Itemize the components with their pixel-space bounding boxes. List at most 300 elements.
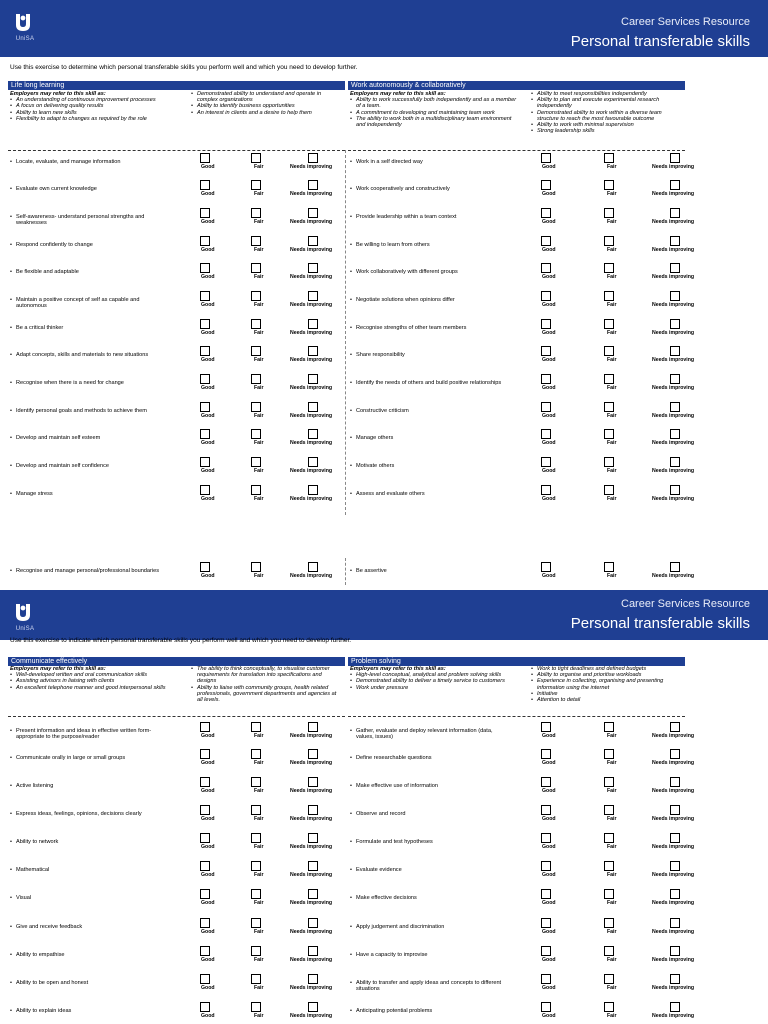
fair-checkbox[interactable] (251, 946, 261, 956)
column-separator (345, 150, 346, 515)
rating-label: Needs improving (290, 496, 333, 502)
needs-improving-checkbox[interactable] (308, 402, 318, 412)
skill-label: • Locate, evaluate, and manage information (10, 159, 170, 165)
fair-checkbox[interactable] (604, 319, 614, 329)
good-checkbox[interactable] (200, 346, 210, 356)
good-checkbox[interactable] (541, 153, 551, 163)
needs-improving-checkbox[interactable] (670, 153, 680, 163)
needs-improving-checkbox[interactable] (308, 777, 318, 787)
employer-term: • An excellent telephone manner and good interpersonal skills (10, 685, 180, 691)
rating-label: Needs improving (290, 844, 333, 850)
needs-improving-checkbox[interactable] (670, 861, 680, 871)
fair-checkbox[interactable] (251, 208, 261, 218)
page-title: Personal transferable skills (570, 33, 750, 50)
rating-label: Fair (254, 496, 264, 502)
good-checkbox[interactable] (200, 974, 210, 984)
skill-label: • Gather, evaluate and deploy relevant information (data, values, issues) (350, 728, 510, 741)
rating-label: Good (201, 900, 215, 906)
good-checkbox[interactable] (541, 833, 551, 843)
fair-checkbox[interactable] (251, 805, 261, 815)
rating-label: Good (542, 164, 556, 170)
fair-checkbox[interactable] (604, 918, 614, 928)
fair-checkbox[interactable] (604, 374, 614, 384)
fair-checkbox[interactable] (251, 861, 261, 871)
good-checkbox[interactable] (200, 374, 210, 384)
good-checkbox[interactable] (541, 918, 551, 928)
skill-label: • Recognise when there is a need for change (10, 380, 170, 386)
needs-improving-checkbox[interactable] (308, 263, 318, 273)
rating-label: Needs improving (290, 330, 333, 336)
rating-label: Fair (254, 330, 264, 336)
good-checkbox[interactable] (541, 861, 551, 871)
unisa-logo-icon (10, 599, 40, 639)
employer-terms-column (350, 91, 520, 128)
fair-checkbox[interactable] (604, 153, 614, 163)
fair-checkbox[interactable] (251, 429, 261, 439)
fair-checkbox[interactable] (604, 974, 614, 984)
rating-label: Good (201, 788, 215, 794)
skill-label: • Recognise strengths of other team members (350, 325, 510, 331)
employer-term: • Initiative (531, 691, 681, 697)
needs-improving-checkbox[interactable] (308, 291, 318, 301)
rating-label: Fair (607, 816, 617, 822)
skill-label: • Present information and ideas in effective written form- appropriate to the purpose/reader (10, 728, 170, 741)
rating-label: Needs improving (290, 733, 333, 739)
rating-label: Needs improving (652, 357, 695, 363)
rating-label: Needs improving (652, 788, 695, 794)
fair-checkbox[interactable] (604, 208, 614, 218)
needs-improving-checkbox[interactable] (670, 180, 680, 190)
rating-label: Good (201, 573, 215, 579)
employer-terms-column (531, 91, 681, 134)
rating-label: Fair (607, 1013, 617, 1019)
skill-label: • Apply judgement and discrimination (350, 924, 510, 930)
good-checkbox[interactable] (541, 749, 551, 759)
needs-improving-checkbox[interactable] (308, 180, 318, 190)
needs-improving-checkbox[interactable] (670, 1002, 680, 1012)
rating-label: Fair (254, 440, 264, 446)
good-checkbox[interactable] (541, 236, 551, 246)
good-checkbox[interactable] (541, 319, 551, 329)
rating-label: Good (542, 760, 556, 766)
good-checkbox[interactable] (541, 485, 551, 495)
rating-label: Fair (254, 274, 264, 280)
divider (8, 150, 345, 151)
fair-checkbox[interactable] (604, 1002, 614, 1012)
resource-label: Career Services Resource (621, 598, 750, 610)
needs-improving-checkbox[interactable] (670, 457, 680, 467)
needs-improving-checkbox[interactable] (308, 946, 318, 956)
fair-checkbox[interactable] (604, 749, 614, 759)
skill-label: • Evaluate evidence (350, 867, 510, 873)
skill-label: • Work in a self directed way (350, 159, 510, 165)
good-checkbox[interactable] (200, 236, 210, 246)
rating-label: Needs improving (652, 816, 695, 822)
needs-improving-checkbox[interactable] (670, 485, 680, 495)
good-checkbox[interactable] (200, 889, 210, 899)
fair-checkbox[interactable] (251, 889, 261, 899)
rating-label: Good (542, 330, 556, 336)
good-checkbox[interactable] (541, 974, 551, 984)
fair-checkbox[interactable] (604, 291, 614, 301)
needs-improving-checkbox[interactable] (670, 722, 680, 732)
needs-improving-checkbox[interactable] (308, 346, 318, 356)
rating-label: Good (201, 274, 215, 280)
section-title: Life long learning (8, 81, 345, 90)
needs-improving-checkbox[interactable] (670, 974, 680, 984)
skill-label: • Express ideas, feelings, opinions, decisions clearly (10, 811, 170, 817)
good-checkbox[interactable] (200, 777, 210, 787)
employer-term: • Ability to plan and execute experimental research independently (531, 97, 681, 109)
fair-checkbox[interactable] (604, 805, 614, 815)
fair-checkbox[interactable] (604, 263, 614, 273)
good-checkbox[interactable] (541, 208, 551, 218)
good-checkbox[interactable] (541, 180, 551, 190)
rating-label: Needs improving (290, 385, 333, 391)
section-title: Communicate effectively (8, 657, 345, 666)
rating-label: Needs improving (290, 957, 333, 963)
needs-improving-checkbox[interactable] (670, 319, 680, 329)
rating-label: Good (201, 816, 215, 822)
rating-label: Fair (607, 985, 617, 991)
rating-label: Good (542, 440, 556, 446)
good-checkbox[interactable] (200, 180, 210, 190)
rating-label: Good (542, 496, 556, 502)
rating-label: Needs improving (652, 274, 695, 280)
rating-label: Needs improving (652, 573, 695, 579)
employer-term: • An interest in clients and a desire to help them (191, 110, 341, 116)
employer-term: • Attention to detail (531, 697, 681, 703)
fair-checkbox[interactable] (604, 722, 614, 732)
skill-label: • Be flexible and adaptable (10, 269, 170, 275)
employer-term: • Assisting advisors in liaising with clients (10, 678, 180, 684)
skill-label: • Work collaboratively with different groups (350, 269, 510, 275)
fair-checkbox[interactable] (604, 777, 614, 787)
rating-label: Fair (254, 468, 264, 474)
rating-label: Good (542, 844, 556, 850)
needs-improving-checkbox[interactable] (670, 402, 680, 412)
needs-improving-checkbox[interactable] (670, 749, 680, 759)
rating-label: Fair (254, 985, 264, 991)
needs-improving-checkbox[interactable] (308, 562, 318, 572)
needs-improving-checkbox[interactable] (308, 974, 318, 984)
good-checkbox[interactable] (200, 805, 210, 815)
rating-label: Needs improving (290, 985, 333, 991)
rating-label: Good (201, 468, 215, 474)
needs-improving-checkbox[interactable] (308, 1002, 318, 1012)
good-checkbox[interactable] (200, 918, 210, 928)
rating-label: Good (542, 357, 556, 363)
skill-label: • Manage stress (10, 491, 170, 497)
good-checkbox[interactable] (541, 562, 551, 572)
fair-checkbox[interactable] (604, 346, 614, 356)
employer-terms-heading: Employers may refer to this skill as: (10, 91, 106, 97)
page-title: Personal transferable skills (570, 615, 750, 632)
intro-text: Use this exercise to determine which personal transferable skills you perform well and which you need to develop further. (10, 64, 358, 71)
fair-checkbox[interactable] (251, 777, 261, 787)
fair-checkbox[interactable] (251, 374, 261, 384)
fair-checkbox[interactable] (251, 562, 261, 572)
good-checkbox[interactable] (200, 722, 210, 732)
fair-checkbox[interactable] (251, 236, 261, 246)
good-checkbox[interactable] (200, 208, 210, 218)
good-checkbox[interactable] (541, 805, 551, 815)
rating-label: Needs improving (290, 247, 333, 253)
needs-improving-checkbox[interactable] (308, 805, 318, 815)
needs-improving-checkbox[interactable] (308, 457, 318, 467)
good-checkbox[interactable] (200, 429, 210, 439)
skill-label: • Be a critical thinker (10, 325, 170, 331)
needs-improving-checkbox[interactable] (308, 236, 318, 246)
fair-checkbox[interactable] (251, 974, 261, 984)
rating-label: Fair (607, 496, 617, 502)
rating-label: Needs improving (290, 357, 333, 363)
fair-checkbox[interactable] (604, 429, 614, 439)
good-checkbox[interactable] (200, 1002, 210, 1012)
skill-label: • Develop and maintain self confidence (10, 463, 170, 469)
employer-terms-column (191, 91, 341, 116)
rating-label: Good (542, 468, 556, 474)
header-banner (0, 590, 768, 640)
good-checkbox[interactable] (200, 861, 210, 871)
section-title: Problem solving (348, 657, 685, 666)
skill-label: • Have a capacity to improvise (350, 952, 510, 958)
rating-label: Needs improving (652, 413, 695, 419)
fair-checkbox[interactable] (251, 346, 261, 356)
rating-label: Fair (254, 957, 264, 963)
good-checkbox[interactable] (541, 777, 551, 787)
fair-checkbox[interactable] (251, 291, 261, 301)
rating-label: Good (201, 302, 215, 308)
rating-label: Needs improving (290, 274, 333, 280)
rating-label: Fair (607, 788, 617, 794)
rating-label: Fair (607, 844, 617, 850)
rating-label: Fair (607, 957, 617, 963)
fair-checkbox[interactable] (604, 457, 614, 467)
fair-checkbox[interactable] (251, 749, 261, 759)
rating-label: Fair (254, 247, 264, 253)
good-checkbox[interactable] (541, 457, 551, 467)
needs-improving-checkbox[interactable] (670, 263, 680, 273)
fair-checkbox[interactable] (251, 457, 261, 467)
fair-checkbox[interactable] (604, 402, 614, 412)
skill-label: • Anticipating potential problems (350, 1008, 510, 1014)
rating-label: Needs improving (290, 788, 333, 794)
skill-label: • Communicate orally in large or small groups (10, 755, 170, 761)
rating-label: Good (542, 385, 556, 391)
needs-improving-checkbox[interactable] (670, 429, 680, 439)
rating-label: Good (201, 413, 215, 419)
rating-label: Good (201, 440, 215, 446)
rating-label: Needs improving (652, 247, 695, 253)
rating-label: Fair (254, 164, 264, 170)
rating-label: Needs improving (290, 164, 333, 170)
rating-label: Fair (254, 357, 264, 363)
needs-improving-checkbox[interactable] (670, 946, 680, 956)
good-checkbox[interactable] (200, 263, 210, 273)
rating-label: Good (542, 788, 556, 794)
fair-checkbox[interactable] (251, 153, 261, 163)
fair-checkbox[interactable] (251, 180, 261, 190)
employer-term: • Demonstrated ability to understand and operate in complex organizations (191, 91, 341, 103)
rating-label: Good (201, 385, 215, 391)
needs-improving-checkbox[interactable] (670, 889, 680, 899)
rating-label: Good (201, 733, 215, 739)
fair-checkbox[interactable] (604, 861, 614, 871)
good-checkbox[interactable] (541, 374, 551, 384)
needs-improving-checkbox[interactable] (308, 833, 318, 843)
fair-checkbox[interactable] (604, 180, 614, 190)
employer-term: • A commitment to developing and maintaining team work (350, 110, 520, 116)
needs-improving-checkbox[interactable] (670, 236, 680, 246)
fair-checkbox[interactable] (604, 889, 614, 899)
rating-label: Needs improving (290, 929, 333, 935)
fair-checkbox[interactable] (251, 1002, 261, 1012)
skill-label: • Ability to be open and honest (10, 980, 170, 986)
good-checkbox[interactable] (541, 946, 551, 956)
rating-label: Good (542, 219, 556, 225)
needs-improving-checkbox[interactable] (670, 374, 680, 384)
rating-label: Needs improving (652, 844, 695, 850)
rating-label: Fair (254, 844, 264, 850)
rating-label: Needs improving (652, 302, 695, 308)
fair-checkbox[interactable] (251, 918, 261, 928)
employer-term: • Ability to liaise with community groups, health related professionals, government departments and agencies at all levels. (191, 685, 341, 704)
fair-checkbox[interactable] (604, 946, 614, 956)
needs-improving-checkbox[interactable] (308, 429, 318, 439)
good-checkbox[interactable] (200, 946, 210, 956)
rating-label: Needs improving (652, 760, 695, 766)
needs-improving-checkbox[interactable] (670, 777, 680, 787)
rating-label: Fair (607, 468, 617, 474)
needs-improving-checkbox[interactable] (670, 562, 680, 572)
needs-improving-checkbox[interactable] (308, 374, 318, 384)
skill-label: • Make effective decisions (350, 895, 510, 901)
good-checkbox[interactable] (541, 722, 551, 732)
rating-label: Fair (254, 929, 264, 935)
needs-improving-checkbox[interactable] (308, 749, 318, 759)
rating-label: Good (542, 413, 556, 419)
good-checkbox[interactable] (541, 402, 551, 412)
employer-term: • Experience in collecting, organising and presenting information using the internet (531, 678, 681, 690)
good-checkbox[interactable] (200, 562, 210, 572)
rating-label: Needs improving (652, 985, 695, 991)
rating-label: Needs improving (652, 164, 695, 170)
rating-label: Fair (254, 900, 264, 906)
needs-improving-checkbox[interactable] (670, 346, 680, 356)
fair-checkbox[interactable] (604, 236, 614, 246)
good-checkbox[interactable] (200, 485, 210, 495)
good-checkbox[interactable] (200, 319, 210, 329)
rating-label: Good (201, 357, 215, 363)
needs-improving-checkbox[interactable] (308, 722, 318, 732)
rating-label: Good (201, 985, 215, 991)
fair-checkbox[interactable] (604, 562, 614, 572)
needs-improving-checkbox[interactable] (308, 918, 318, 928)
skill-label: • Negotiate solutions when opinions differ (350, 297, 510, 303)
skill-label: • Make effective use of information (350, 783, 510, 789)
employer-term: • High-level conceptual, analytical and problem solving skills (350, 672, 520, 678)
needs-improving-checkbox[interactable] (308, 319, 318, 329)
fair-checkbox[interactable] (604, 833, 614, 843)
fair-checkbox[interactable] (251, 722, 261, 732)
good-checkbox[interactable] (200, 833, 210, 843)
needs-improving-checkbox[interactable] (308, 153, 318, 163)
needs-improving-checkbox[interactable] (308, 208, 318, 218)
skill-label: • Self-awareness- understand personal strengths and weaknesses (10, 214, 170, 227)
skill-label: • Mathematical (10, 867, 170, 873)
good-checkbox[interactable] (541, 889, 551, 899)
good-checkbox[interactable] (541, 346, 551, 356)
employer-term: • A focus on delivering quality results (10, 103, 180, 109)
rating-label: Fair (254, 1013, 264, 1019)
fair-checkbox[interactable] (251, 402, 261, 412)
skill-label: • Define researchable questions (350, 755, 510, 761)
good-checkbox[interactable] (200, 749, 210, 759)
fair-checkbox[interactable] (251, 263, 261, 273)
rating-label: Fair (607, 385, 617, 391)
rating-label: Needs improving (290, 900, 333, 906)
needs-improving-checkbox[interactable] (670, 291, 680, 301)
needs-improving-checkbox[interactable] (308, 485, 318, 495)
intro-text: Use this exercise to indicate which personal transferable skills you perform well and which you need to develop further. (10, 637, 352, 644)
good-checkbox[interactable] (200, 153, 210, 163)
good-checkbox[interactable] (541, 291, 551, 301)
rating-label: Fair (607, 872, 617, 878)
employer-terms-column (10, 666, 180, 691)
good-checkbox[interactable] (200, 457, 210, 467)
needs-improving-checkbox[interactable] (670, 918, 680, 928)
employer-term: • Well-developed written and oral communication skills (10, 672, 180, 678)
rating-label: Fair (607, 357, 617, 363)
skill-label: • Work cooperatively and constructively (350, 186, 510, 192)
rating-label: Fair (607, 164, 617, 170)
rating-label: Good (201, 164, 215, 170)
fair-checkbox[interactable] (251, 319, 261, 329)
good-checkbox[interactable] (541, 263, 551, 273)
needs-improving-checkbox[interactable] (670, 833, 680, 843)
rating-label: Needs improving (290, 413, 333, 419)
skill-label: • Ability to network (10, 839, 170, 845)
good-checkbox[interactable] (200, 291, 210, 301)
needs-improving-checkbox[interactable] (308, 889, 318, 899)
needs-improving-checkbox[interactable] (308, 861, 318, 871)
employer-term: • The ability to think conceptually, to visualise customer requirements for translation into specifications and designs (191, 666, 341, 685)
employer-term: • Work to tight deadlines and defined budgets (531, 666, 681, 672)
employer-term: • Ability to identify business opportunities (191, 103, 341, 109)
rating-label: Needs improving (290, 219, 333, 225)
needs-improving-checkbox[interactable] (670, 208, 680, 218)
skill-label: • Give and receive feedback (10, 924, 170, 930)
needs-improving-checkbox[interactable] (670, 805, 680, 815)
rating-label: Good (201, 219, 215, 225)
good-checkbox[interactable] (541, 1002, 551, 1012)
employer-terms-column (191, 666, 341, 703)
fair-checkbox[interactable] (251, 485, 261, 495)
employer-term: • Ability to organise and prioritise workloads (531, 672, 681, 678)
employer-term: • Ability to meet responsibilities independently (531, 91, 681, 97)
rating-label: Good (542, 274, 556, 280)
rating-label: Needs improving (652, 733, 695, 739)
fair-checkbox[interactable] (251, 833, 261, 843)
rating-label: Fair (607, 760, 617, 766)
skill-label: • Be assertive (350, 568, 510, 574)
rating-label: Needs improving (652, 496, 695, 502)
fair-checkbox[interactable] (604, 485, 614, 495)
good-checkbox[interactable] (200, 402, 210, 412)
employer-term: • Strong leadership skills (531, 128, 681, 134)
good-checkbox[interactable] (541, 429, 551, 439)
